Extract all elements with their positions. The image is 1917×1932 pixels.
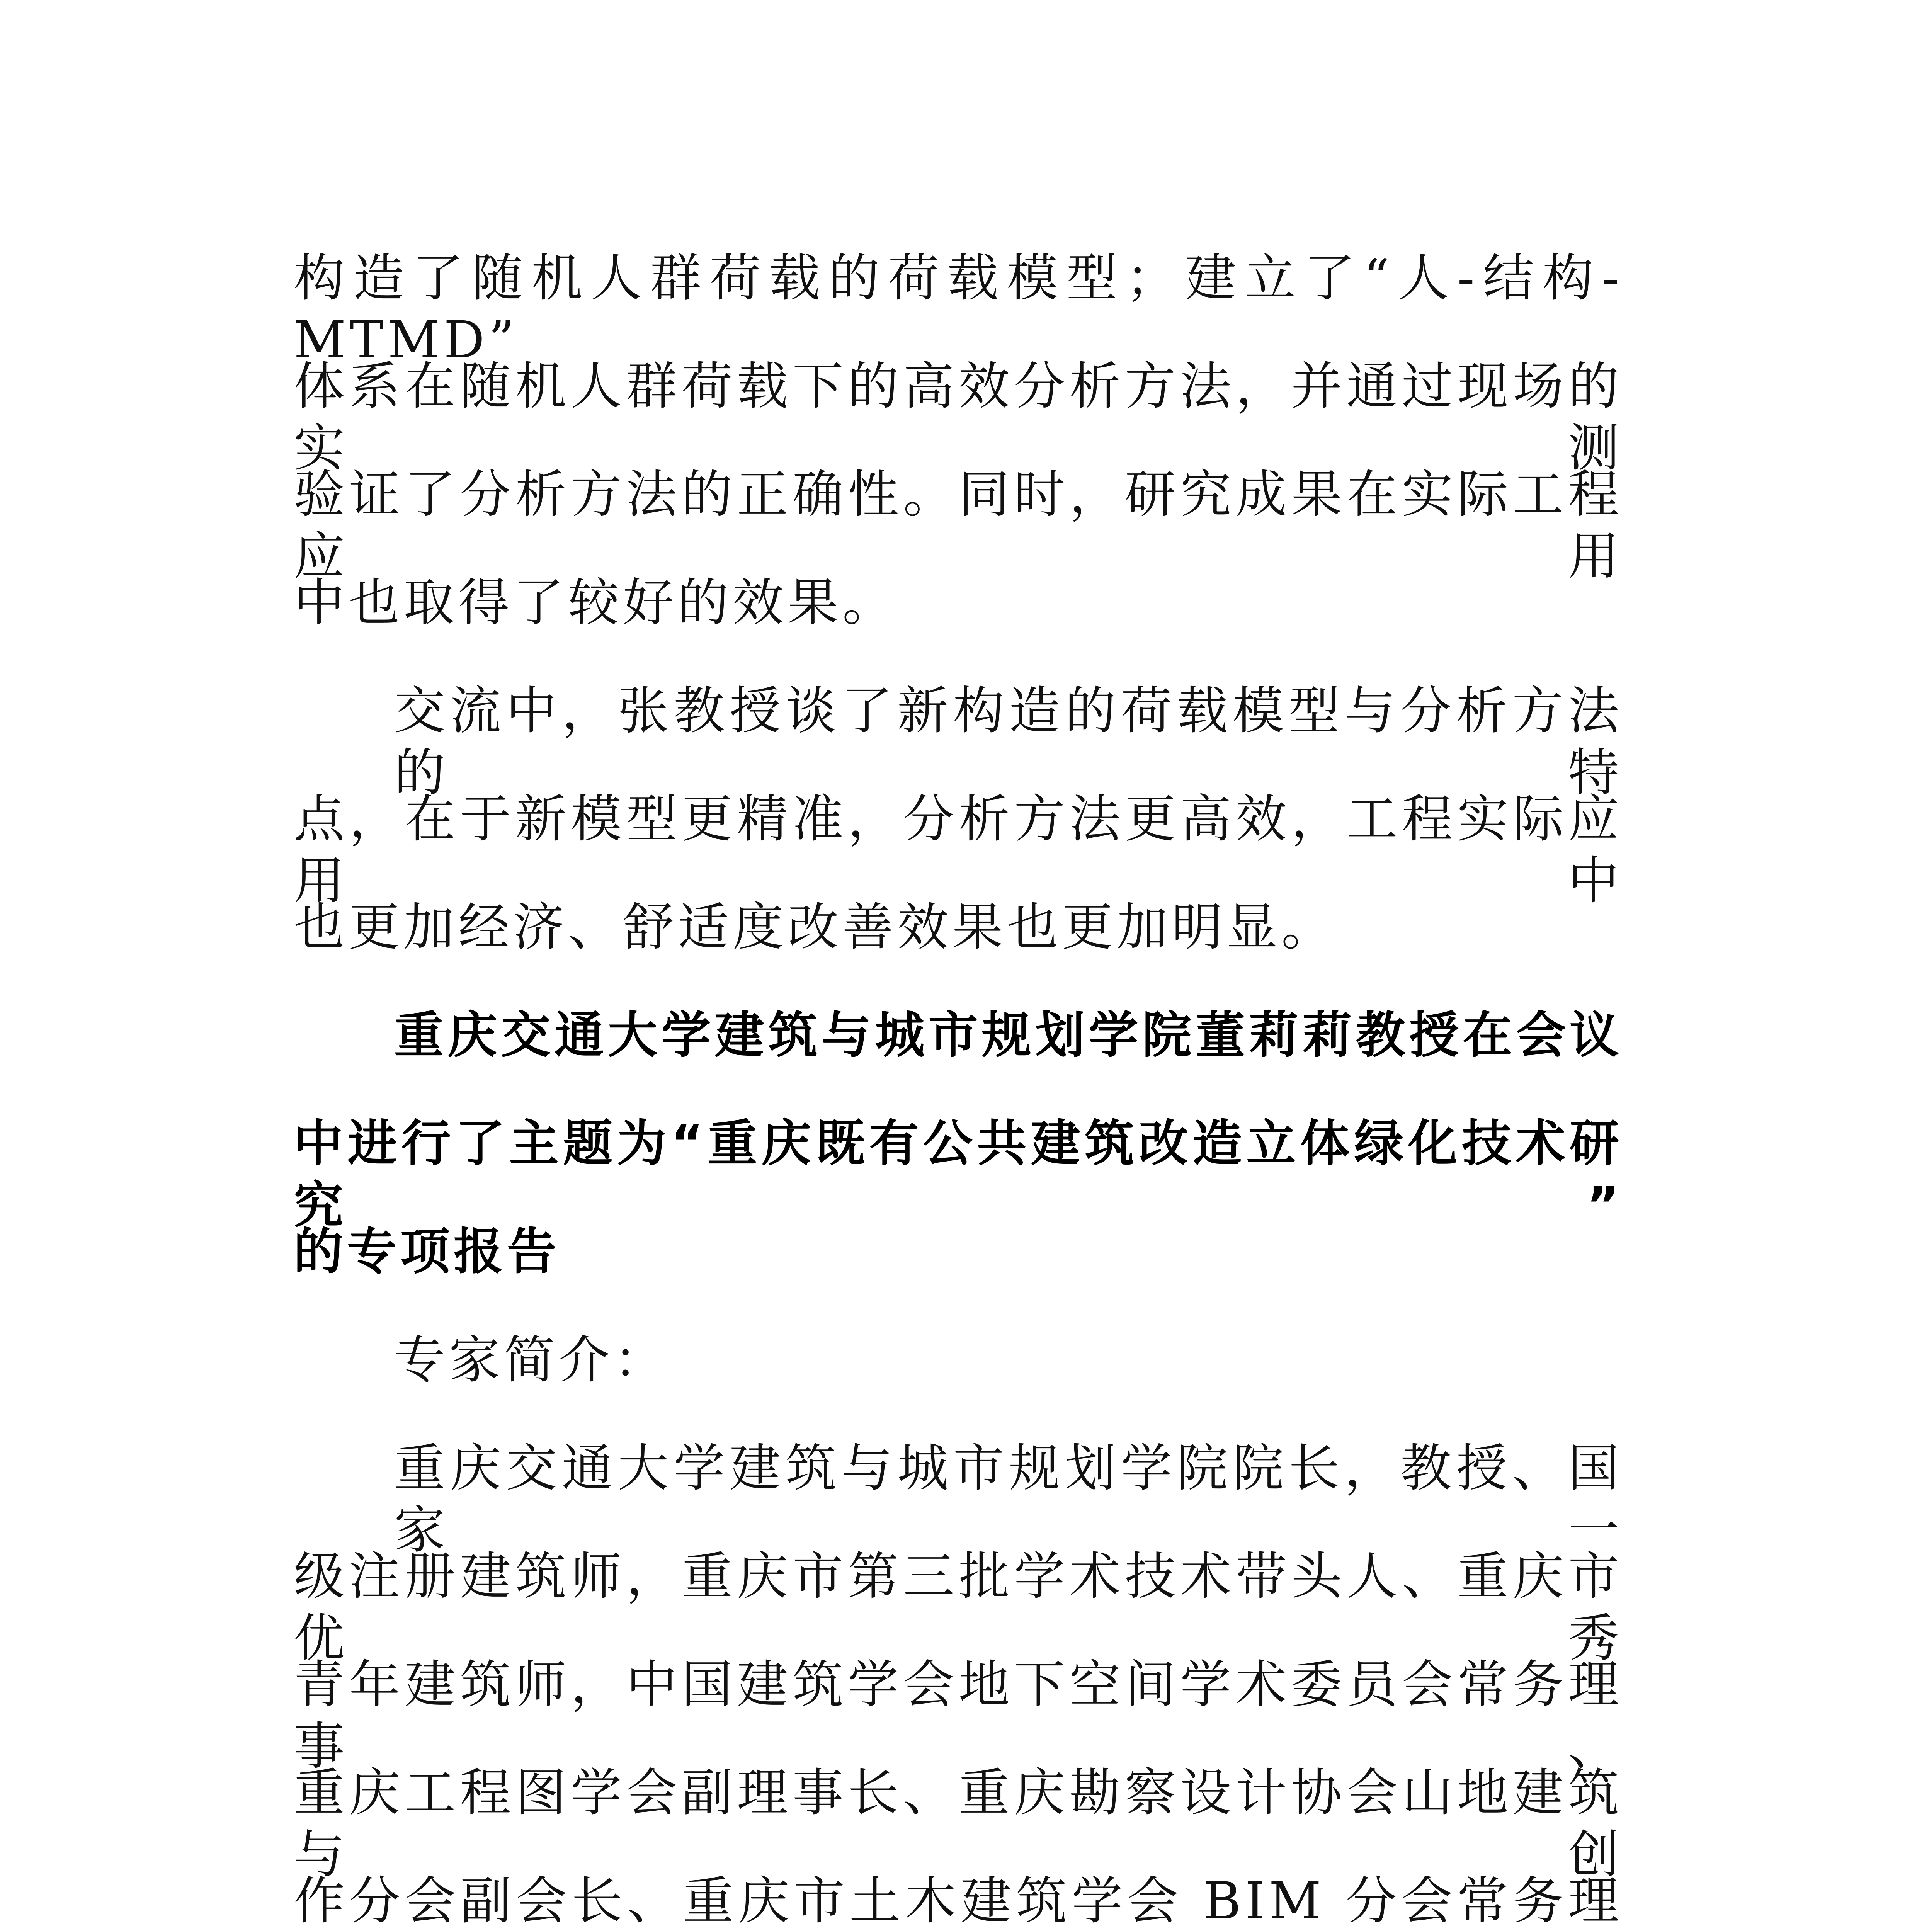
section-heading-line: 的专项报告: [294, 1223, 561, 1281]
body-text-line: 体系在随机人群荷载下的高效分析方法，并通过现场的实测: [294, 357, 1623, 478]
bio-text-line: 重庆工程图学会副理事长、重庆勘察设计协会山地建筑与创: [294, 1763, 1623, 1884]
body-text-line: 验证了分析方法的正确性。同时，研究成果在实际工程应用: [294, 465, 1623, 586]
bio-text-line: 作分会副会长、重庆市土木建筑学会 BIM 分会常务理: [294, 1871, 1623, 1931]
section-heading-line: 中进行了主题为“重庆既有公共建筑改造立体绿化技术研究”: [294, 1115, 1623, 1234]
body-text-line: 点，在于新模型更精准，分析方法更高效，工程实际应用中: [294, 789, 1623, 911]
bio-text-line: 重庆交通大学建筑与城市规划学院院长，教授、国家一: [394, 1439, 1623, 1560]
body-text-line: 交流中，张教授谈了新构造的荷载模型与分析方法的特: [394, 681, 1623, 803]
section-heading-line: 重庆交通大学建筑与城市规划学院董莉莉教授在会议: [394, 1007, 1623, 1064]
body-text-line: 构造了随机人群荷载的荷载模型；建立了“人-结构-MTMD”: [294, 248, 1623, 370]
body-text-line: 中也取得了较好的效果。: [294, 573, 897, 633]
bio-text-line: 青年建筑师，中国建筑学会地下空间学术委员会常务理事、: [294, 1655, 1623, 1776]
body-text-line: 也更加经济、舒适度改善效果也更加明显。: [294, 898, 1336, 957]
bio-text-line: 级注册建筑师，重庆市第三批学术技术带头人、重庆市优秀: [294, 1547, 1623, 1668]
expert-intro-label: 专家简介：: [394, 1330, 668, 1390]
